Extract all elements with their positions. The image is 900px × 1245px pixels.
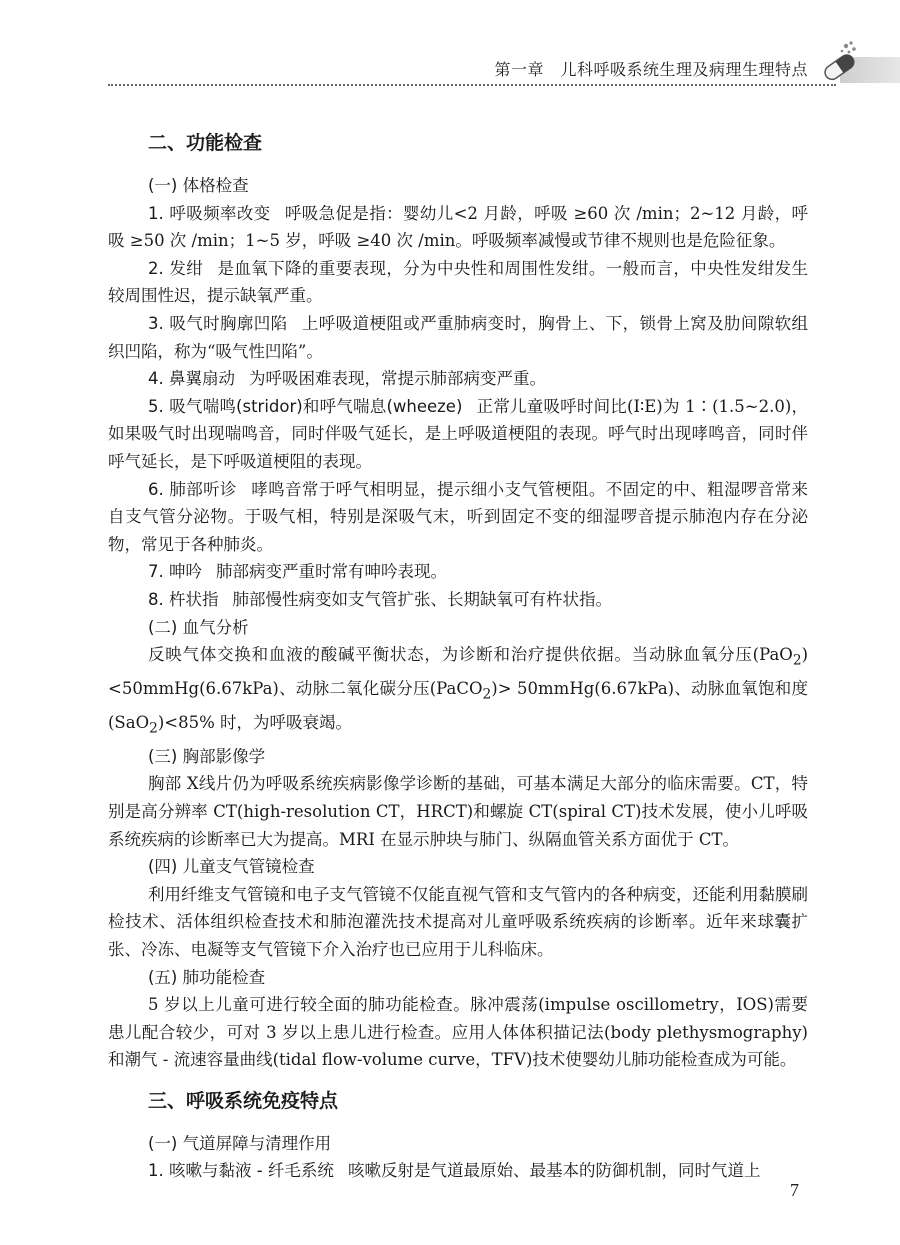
subsection-heading: (一) 体格检查 bbox=[148, 176, 249, 195]
paragraph-text: 上呼吸道梗阻或严重肺病变时，胸骨上、下，锁骨上窝及肋间隙软组织凹陷，称为“吸气性凹陷”。 bbox=[108, 313, 808, 361]
subsection-heading: (二) 血气分析 bbox=[148, 617, 249, 637]
term: 1. 呼吸频率改变 bbox=[148, 203, 271, 223]
paragraph-text: 咳嗽反射是气道最原始、最基本的防御机制，同时气道上 bbox=[347, 1161, 761, 1181]
paragraph bbox=[108, 393, 808, 476]
paragraph-text: 反映气体交换和血液的酸碱平衡状态，为诊断和治疗提供依据。当动脉血氧分压(PaO bbox=[148, 645, 793, 665]
subsection-heading: (一) 气道屏障与清理作用 bbox=[148, 1133, 332, 1153]
section-heading: 二、功能检查 bbox=[148, 132, 263, 154]
paragraph-text: 肺部病变严重时常有呻吟表现。 bbox=[216, 562, 447, 582]
term: 5. 吸气喘鸣(stridor)和呼气喘息(wheeze) bbox=[148, 396, 463, 416]
subsection-heading: (三) 胸部影像学 bbox=[148, 746, 266, 766]
paragraph-text: 呼吸急促是指：婴幼儿<2 月龄，呼吸 ≥60 次 /min；2~12 月龄，呼吸 ≥50 次 /min；1~5 岁，呼吸 ≥40 次 /min。呼吸频率减慢或节律不规则也是危险征象。 bbox=[108, 203, 809, 251]
paragraph-text: 为呼吸困难表现，常提示肺部病变严重。 bbox=[249, 369, 546, 389]
paragraph-text: 哮鸣音常于呼气相明显，提示细小支气管梗阻。不固定的中、粗湿啰音常来自支气管分泌物。于吸气相，特别是深吸气末，听到固定不变的细湿啰音提示肺泡内存在分泌物，常见于各种肺炎。 bbox=[108, 479, 808, 554]
paragraph bbox=[108, 310, 808, 365]
paragraph: 利用纤维支气管镜和电子支气管镜不仅能直视气管和支气管内的各种病变，还能利用黏膜刷检技术、活体组织检查技术和肺泡灌洗技术提高对儿童呼吸系统疾病的诊断率。近年来球囊扩张、冷冻、电凝等支气管镜下介入治疗也已应用于儿科临床。 bbox=[108, 884, 808, 959]
term: 2. 发绀 bbox=[148, 258, 204, 278]
running-header bbox=[108, 57, 808, 85]
paragraph bbox=[108, 1157, 808, 1185]
paragraph bbox=[108, 586, 808, 614]
term: 1. 咳嗽与黏液 - 纤毛系统 bbox=[148, 1161, 334, 1181]
paragraph bbox=[108, 255, 808, 310]
paragraph-text: 肺部慢性病变如支气管扩张、长期缺氧可有杵状指。 bbox=[232, 589, 612, 609]
subscript: 2 bbox=[482, 686, 492, 703]
subscript: 2 bbox=[792, 652, 802, 669]
subscript: 2 bbox=[149, 720, 158, 737]
page-body bbox=[108, 128, 808, 1185]
term: 7. 呻吟 bbox=[148, 562, 202, 582]
paragraph bbox=[108, 476, 808, 559]
subsection-heading: (五) 肺功能检查 bbox=[148, 967, 266, 987]
paragraph bbox=[108, 200, 808, 255]
paragraph bbox=[108, 365, 808, 393]
section-heading: 三、呼吸系统免疫特点 bbox=[148, 1089, 339, 1112]
paragraph-text: )<85% 时，为呼吸衰竭。 bbox=[157, 712, 353, 732]
paragraph: 5 岁以上儿童可进行较全面的肺功能检查。脉冲震荡(impulse oscillometry，IOS)需要患儿配合较少，可对 3 岁以上患儿进行检查。应用人体体积描记法(body plethysmography)和潮气 - 流速容量曲线(tidal flow-volume curve，TFV)技术使婴幼儿肺功能检查成为可能。 bbox=[108, 995, 808, 1070]
term: 4. 鼻翼扇动 bbox=[148, 369, 235, 389]
term: 8. 杵状指 bbox=[148, 589, 219, 609]
paragraph bbox=[108, 641, 808, 743]
header-dotted-rule bbox=[108, 84, 836, 86]
paragraph-text: )> 50mmHg(6.67kPa)、动脉血氧饱和度(SaO bbox=[108, 678, 808, 732]
chapter-title: 第一章 儿科呼吸系统生理及病理生理特点 bbox=[494, 60, 808, 79]
paragraph: 胸部 X线片仍为呼吸系统疾病影像学诊断的基础，可基本满足大部分的临床需要。CT，特别是高分辨率 CT(high-resolution CT，HRCT)和螺旋 CT(spiral CT)技术发展，使小儿呼吸系统疾病的诊断率已大为提高。MRI 在显示肿块与肺门、纵隔血管关系方面优于 CT。 bbox=[108, 774, 808, 849]
term: 3. 吸气时胸廓凹陷 bbox=[148, 313, 288, 333]
paragraph-text: )<50mmHg(6.67kPa)、动脉二氧化碳分压(PaCO bbox=[108, 645, 808, 698]
paragraph bbox=[108, 558, 808, 586]
term: 6. 肺部听诊 bbox=[148, 479, 237, 499]
subsection-heading: (四) 儿童支气管镜检查 bbox=[148, 857, 315, 877]
paragraph-text: 是血氧下降的重要表现，分为中央性和周围性发绀。一般而言，中央性发绀发生较周围性迟，提示缺氧严重。 bbox=[108, 258, 808, 306]
paragraph-text: 正常儿童吸呼时间比(I∶E)为 1∶(1.5~2.0)，如果吸气时出现喘鸣音，同时伴吸气延长，是上呼吸道梗阻的表现。呼气时出现哮鸣音，同时伴呼气延长，是下呼吸道梗阻的表现。 bbox=[108, 396, 809, 471]
pill-logo-icon bbox=[818, 38, 862, 88]
page-number: 7 bbox=[790, 1180, 799, 1200]
